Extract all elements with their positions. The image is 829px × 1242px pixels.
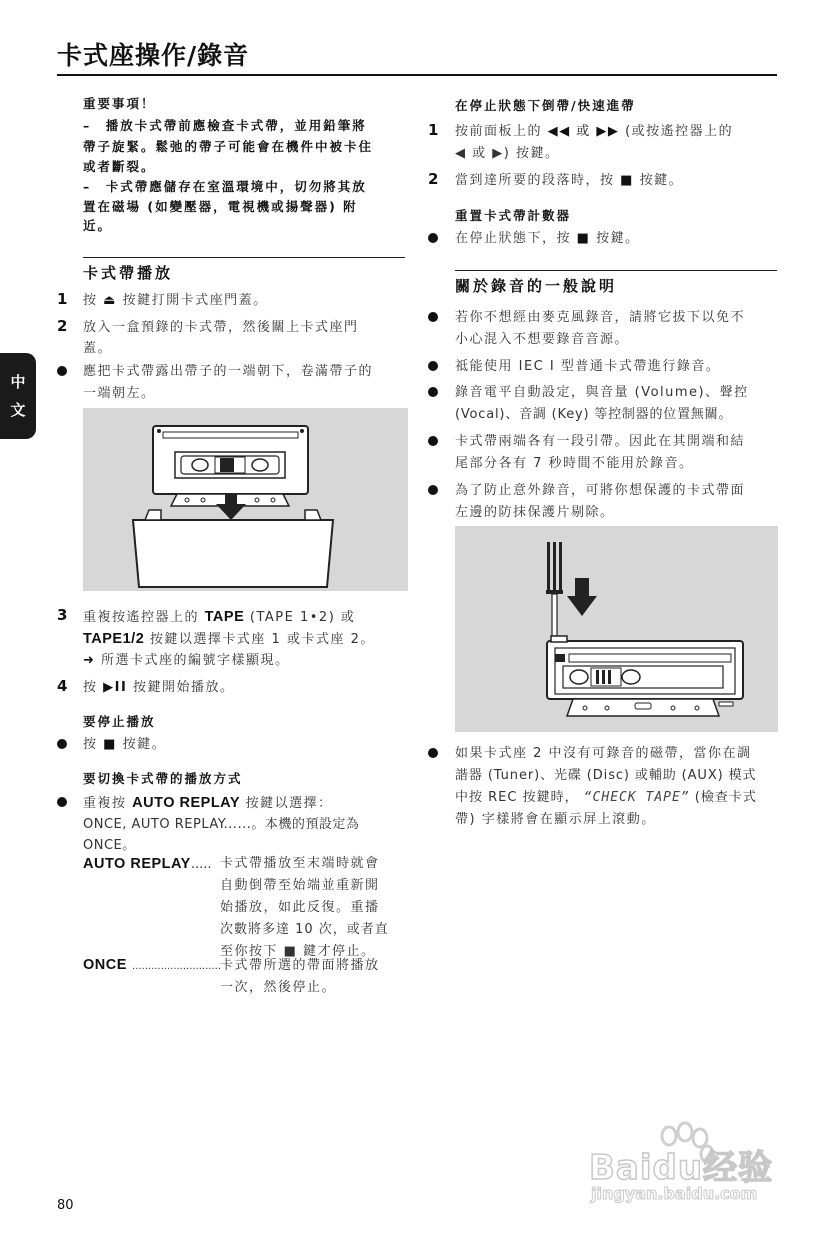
title-divider <box>57 74 777 76</box>
once-desc-2: 一次，然後停止。 <box>220 980 337 995</box>
rewind-ffwd-icons: ◀◀ 或 ▶▶ <box>547 124 620 139</box>
bullet-icon <box>428 361 438 371</box>
stop-icon: ■ <box>103 737 117 752</box>
bullet-icon <box>428 387 438 397</box>
step-number: 2 <box>428 170 439 188</box>
step-text: 在停止狀態下，按 <box>455 231 572 246</box>
step-text: 按鍵開始播放。 <box>132 680 235 695</box>
bullet-icon <box>428 436 438 446</box>
stop-instruction <box>83 734 166 756</box>
switch-mode-line-2: ONCE, AUTO REPLAY......。本機的預設定為 <box>83 817 360 832</box>
important-line-4: – 卡式帶應儲存在室溫環境中，切勿將其放 <box>83 179 367 194</box>
playback-step-2-line-1: 放入一盒預錄的卡式帶，然後關上卡式座門 <box>83 320 359 335</box>
step-text: (或按遙控器上的 <box>625 124 734 139</box>
playback-step-3-line-1 <box>83 606 355 629</box>
general-notes-divider <box>455 270 777 271</box>
auto-replay-key-label: AUTO REPLAY <box>132 795 240 811</box>
step-text: 當到達所要的段落時，按 <box>455 173 615 188</box>
protection-tab-drawing <box>455 526 778 732</box>
protection-tab-illustration <box>455 526 778 732</box>
important-line-3: 或者斷裂。 <box>83 159 156 174</box>
reset-counter-instruction <box>455 228 640 250</box>
important-heading: 重要事項！ <box>83 96 156 111</box>
bullet-icon <box>428 748 438 758</box>
general-note-4-line-1: 卡式帶兩端各有一段引帶。因此在其開端和結 <box>455 434 746 449</box>
general-notes-title: 關於錄音的一般說明 <box>455 277 618 295</box>
bullet-icon <box>428 485 438 495</box>
auto-replay-term: AUTO REPLAY <box>83 856 191 872</box>
general-note-2: 祗能使用 IEC I 型普通卡式帶進行錄音。 <box>455 359 721 374</box>
rewind-heading: 在停止狀態下倒帶/快速進帶 <box>455 98 636 113</box>
general-note-3-line-2: (Vocal)、音調 (Key) 等控制器的位置無關。 <box>455 407 733 422</box>
language-tab-char-1: 中 <box>10 373 26 391</box>
playback-step-2-line-2: 蓋。 <box>83 341 113 356</box>
baidu-watermark <box>589 1120 789 1210</box>
once-term: ONCE <box>83 957 127 973</box>
step-number: 2 <box>57 317 68 335</box>
reset-counter-heading: 重置卡式帶計數器 <box>455 208 572 223</box>
step-text: 按鍵。 <box>639 173 684 188</box>
switch-mode-line-3: ONCE。 <box>83 838 136 853</box>
general-note-1-line-1: 若你不想經由麥克風錄音，請將它拔下以免不 <box>455 310 746 325</box>
tape-key-parenthetical: (TAPE 1•2) 或 <box>249 610 356 625</box>
important-line-1: – 播放卡式帶前應檢查卡式帶，並用鉛筆將 <box>83 118 367 133</box>
general-note-1-line-2: 小心混入不想要錄音音源。 <box>455 332 630 347</box>
step-text: 按 <box>83 293 98 308</box>
step-text: 按前面板上的 <box>455 124 543 139</box>
step-text: 重複按 <box>83 796 127 811</box>
step-number: 4 <box>57 677 68 695</box>
page-title: 卡式座操作/錄音 <box>57 41 250 70</box>
bullet-icon <box>57 366 67 376</box>
general-note-5-line-1: 為了防止意外錄音，可將你想保護的卡式帶面 <box>455 483 746 498</box>
language-tab <box>0 353 36 439</box>
playback-bullet-line-2: 一端朝左。 <box>83 386 156 401</box>
step-text: 按 <box>83 737 98 752</box>
step-text: 按鍵。 <box>122 737 167 752</box>
once-desc-1: 卡式帶所選的帶面將播放 <box>220 958 380 973</box>
switch-mode-line-1 <box>83 792 333 815</box>
step-text: 按鍵以選擇卡式座 1 或卡式座 2。 <box>149 632 375 647</box>
leader-dots: ............................ <box>132 961 222 972</box>
playback-bullet-line-1: 應把卡式帶露出帶子的一端朝下，卷滿帶子的 <box>83 364 374 379</box>
tape12-key-label: TAPE1/2 <box>83 631 145 647</box>
stop-icon: ■ <box>576 231 591 246</box>
bullet-icon <box>428 233 438 243</box>
check-tape-note-line-1: 如果卡式座 2 中沒有可錄音的磁帶，當你在調 <box>455 746 752 761</box>
step-text: (檢查卡式 <box>694 790 757 805</box>
leader-dots: ..... <box>190 857 212 872</box>
switch-mode-heading: 要切換卡式帶的播放方式 <box>83 771 243 786</box>
playback-step-4 <box>83 677 234 699</box>
lcd-display-text: “CHECK TAPE” <box>583 790 690 805</box>
auto-replay-desc-5: 至你按下 ■ 鍵才停止。 <box>220 944 376 959</box>
auto-replay-desc-3: 始播放，如此反復。重播 <box>220 900 380 915</box>
watermark-logo: Baidu经验 <box>589 1148 774 1188</box>
check-tape-note-line-3 <box>455 787 757 809</box>
rewind-step-1-line-2: ◀ 或 ▶) 按鍵。 <box>455 146 560 161</box>
step-text: 按 <box>83 680 98 695</box>
rewind-step-1-line-1 <box>455 121 733 143</box>
cassette-insert-drawing <box>83 408 408 591</box>
watermark-url: jingyan.baidu.com <box>591 1184 758 1203</box>
step-number: 3 <box>57 606 68 624</box>
general-note-4-line-2: 尾部分各有 7 秒時間不能用於錄音。 <box>455 456 694 471</box>
playback-step-3-line-2 <box>83 628 375 651</box>
page-number: 80 <box>57 1198 74 1213</box>
step-text: 按鍵以選擇： <box>245 796 333 811</box>
once-definition-label <box>83 954 221 978</box>
auto-replay-definition-label <box>83 853 212 876</box>
language-tab-char-2: 文 <box>10 401 26 419</box>
step-text: 按鍵打開卡式座門蓋。 <box>122 293 268 308</box>
step-text: 重複按遙控器上的 <box>83 610 200 625</box>
bullet-icon <box>57 797 67 807</box>
important-line-2: 帶子旋緊。鬆弛的帶子可能會在機件中被卡住 <box>83 139 374 154</box>
rewind-step-2 <box>455 170 683 192</box>
playback-step-1 <box>83 290 268 312</box>
playback-divider <box>83 257 405 258</box>
cassette-insert-illustration <box>83 408 408 591</box>
playback-step-3-line-3 <box>83 650 290 672</box>
step-text: 按鍵。 <box>596 231 640 246</box>
arrow-right-icon: ➜ <box>83 653 96 668</box>
check-tape-note-line-4: 帶) 字樣將會在顯示屏上滾動。 <box>455 812 656 827</box>
tape-key-label: TAPE <box>204 609 245 625</box>
auto-replay-desc-4: 次數將多達 10 次，或者直 <box>220 922 389 937</box>
important-line-5: 置在磁場 (如變壓器，電視機或揚聲器) 附 <box>83 199 358 214</box>
auto-replay-desc-2: 自動倒帶至始端並重新開 <box>220 878 380 893</box>
step-text: 中按 REC 按鍵時， <box>455 790 579 805</box>
check-tape-note-line-2: 諧器 (Tuner)、光碟 (Disc) 或輔助 (AUX) 模式 <box>455 768 757 783</box>
step-text: 所選卡式座的編號字樣顯現。 <box>101 653 290 668</box>
important-line-6: 近。 <box>83 218 113 233</box>
play-pause-icon: ▶II <box>103 680 128 695</box>
playback-title: 卡式帶播放 <box>83 264 174 282</box>
eject-icon: ⏏ <box>103 293 117 308</box>
general-note-5-line-2: 左邊的防抹保護片剔除。 <box>455 505 615 520</box>
bullet-icon <box>428 312 438 322</box>
auto-replay-desc-1: 卡式帶播放至末端時就會 <box>220 856 380 871</box>
stop-heading: 要停止播放 <box>83 714 156 729</box>
stop-icon: ■ <box>620 173 634 188</box>
step-number: 1 <box>428 121 439 139</box>
step-number: 1 <box>57 290 68 308</box>
general-note-3-line-1: 錄音電平自動設定，與音量 (Volume)、聲控 <box>455 385 749 400</box>
bullet-icon <box>57 739 67 749</box>
